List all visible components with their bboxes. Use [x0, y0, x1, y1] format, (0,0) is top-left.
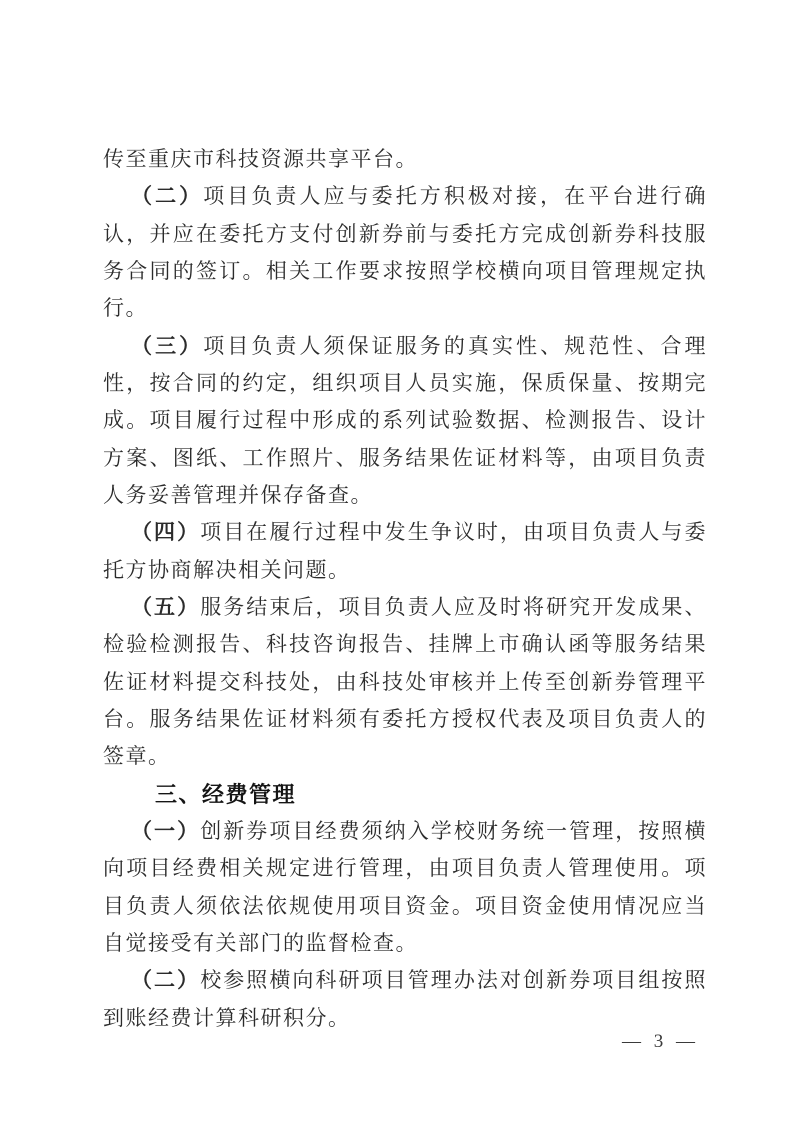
list-marker: （三） [131, 333, 204, 358]
paragraph-text: 传至重庆市科技资源共享平台。 [103, 147, 418, 171]
document-body [103, 141, 707, 1037]
paragraph-item-5 [103, 589, 707, 776]
list-marker: （二） [131, 184, 204, 209]
paragraph-text: 项目负责人须保证服务的真实性、规范性、合理性，按合同的约定，组织项目人员实施，保质保量、按期完成。项目履行过程中形成的系列试验数据、检测报告、设计方案、图纸、工作照片、服务结果佐证材料等，由项目负责人务妥善管理并保存备查。 [103, 333, 708, 507]
paragraph-item-2 [103, 178, 707, 327]
paragraph-text: 项目负责人应与委托方积极对接，在平台进行确认，并应在委托方支付创新券前与委托方完成创新券科技服务合同的签订。相关工作要求按照学校横向项目管理规定执行。 [103, 184, 708, 321]
section-heading-funds-management: 三、经费管理 [155, 781, 297, 807]
paragraph-text: 项目在履行过程中发生争议时，由项目负责人与委托方协商解决相关问题。 [103, 520, 707, 582]
paragraph-item-4 [103, 514, 707, 589]
list-marker: （二） [131, 968, 201, 993]
paragraph-item-3 [103, 328, 707, 515]
paragraph-continuation [103, 141, 707, 178]
page-number: — 3 — [622, 1031, 699, 1052]
list-marker: （一） [131, 818, 201, 843]
paragraph-item-6 [103, 813, 707, 962]
paragraph-text: 服务结束后，项目负责人应及时将研究开发成果、检验检测报告、科技咨询报告、挂牌上市确认函等服务结果佐证材料提交科技处，由科技处审核并上传至创新券管理平台。服务结果佐证材料须有委托方授权代表及项目负责人的签章。 [103, 594, 707, 769]
paragraph-item-7 [103, 962, 707, 1037]
list-marker: （四） [131, 520, 201, 545]
paragraph-text: 创新券项目经费须纳入学校财务统一管理，按照横向项目经费相关规定进行管理，由项目负责人管理使用。项目负责人须依法依规使用项目资金。项目资金使用情况应当自觉接受有关部门的监督检查。 [103, 818, 707, 955]
paragraph-text: 校参照横向科研项目管理办法对创新券项目组按照到账经费计算科研积分。 [103, 968, 707, 1030]
list-marker: （五） [131, 594, 201, 619]
